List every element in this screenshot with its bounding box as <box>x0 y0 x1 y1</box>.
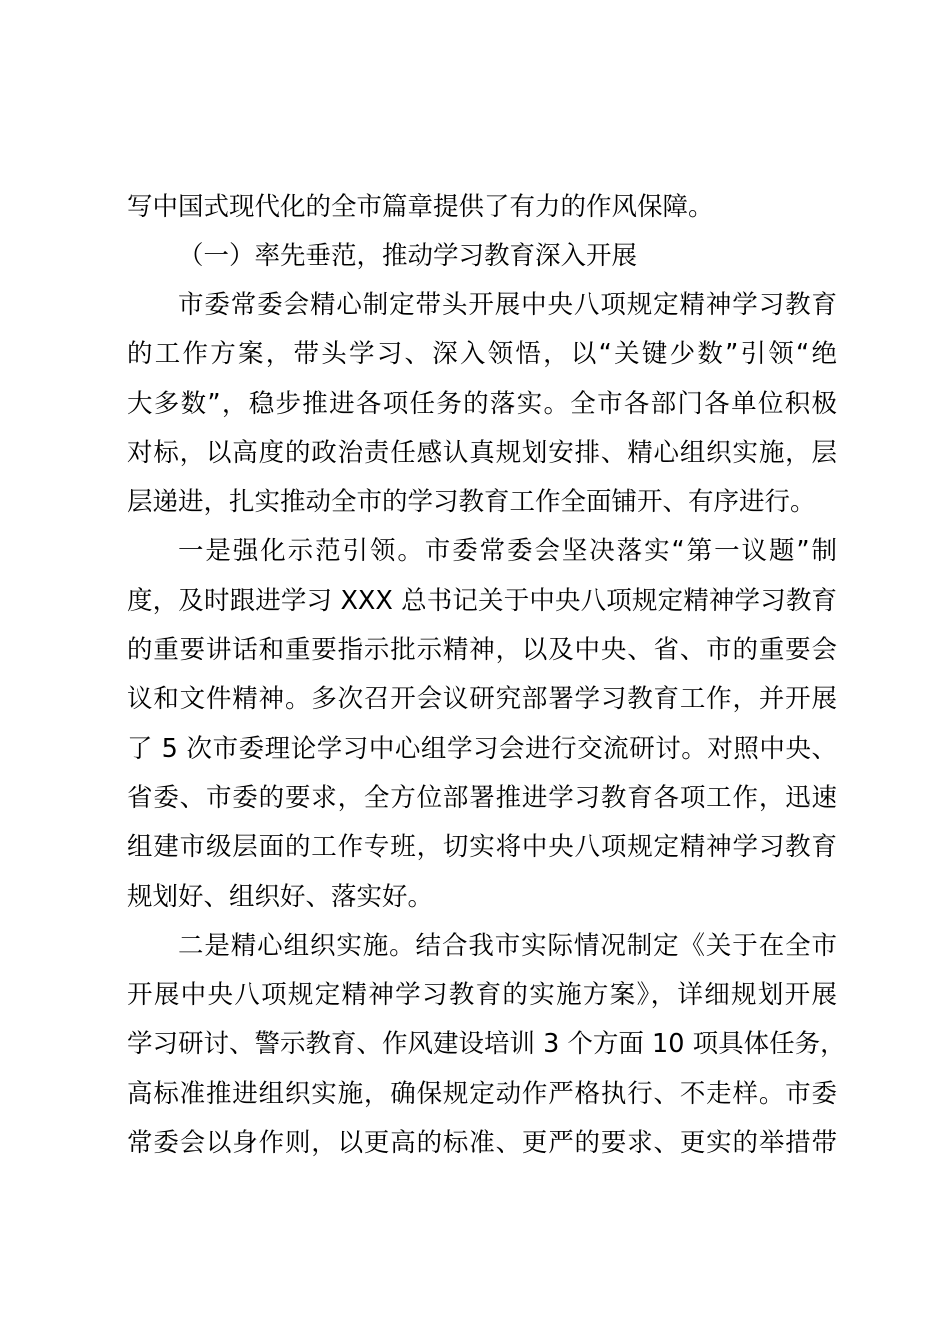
text-line-20: 常委会以身作则，以更高的标准、更严的要求、更实的举措带 <box>127 1128 837 1158</box>
text-line-4: 的工作方案，带头学习、深入领悟，以“关键少数”引领“绝 <box>127 339 837 369</box>
text-line-8: 一是强化示范引领。市委常委会坚决落实“第一议题”制 <box>178 536 837 566</box>
text-line-13: 省委、市委的要求，全方位部署推进学习教育各项工作，迅速 <box>127 783 837 813</box>
text-line-3: 市委常委会精心制定带头开展中央八项规定精神学习教育 <box>178 290 837 320</box>
text-line-19: 高标准推进组织实施，确保规定动作严格执行、不走样。市委 <box>127 1079 837 1109</box>
section-heading: （一）率先垂范，推动学习教育深入开展 <box>178 241 638 271</box>
text-line-6: 对标，以高度的政治责任感认真规划安排、精心组织实施，层 <box>127 438 837 468</box>
text-line-10: 的重要讲话和重要指示批示精神，以及中央、省、市的重要会 <box>127 635 837 665</box>
text-line-5: 大多数”，稳步推进各项任务的落实。全市各部门各单位积极 <box>127 389 837 419</box>
text-line-7: 层递进，扎实推动全市的学习教育工作全面铺开、有序进行。 <box>127 487 816 517</box>
text-line-1: 写中国式现代化的全市篇章提供了有力的作风保障。 <box>127 192 714 222</box>
text-line-14: 组建市级层面的工作专班，切实将中央八项规定精神学习教育 <box>127 832 837 862</box>
text-line-16: 二是精心组织实施。结合我市实际情况制定《关于在全市 <box>178 931 837 961</box>
text-line-17: 开展中央八项规定精神学习教育的实施方案》，详细规划开展 <box>127 980 837 1010</box>
text-line-11: 议和文件精神。多次召开会议研究部署学习教育工作，并开展 <box>127 684 837 714</box>
text-line-9: 度，及时跟进学习 XXX 总书记关于中央八项规定精神学习教育 <box>127 586 837 616</box>
text-line-18: 学习研讨、警示教育、作风建设培训 3 个方面 10 项具体任务， <box>127 1029 846 1059</box>
text-line-12: 了 5 次市委理论学习中心组学习会进行交流研讨。对照中央、 <box>127 734 837 764</box>
text-line-15: 规划好、组织好、落实好。 <box>127 882 434 912</box>
